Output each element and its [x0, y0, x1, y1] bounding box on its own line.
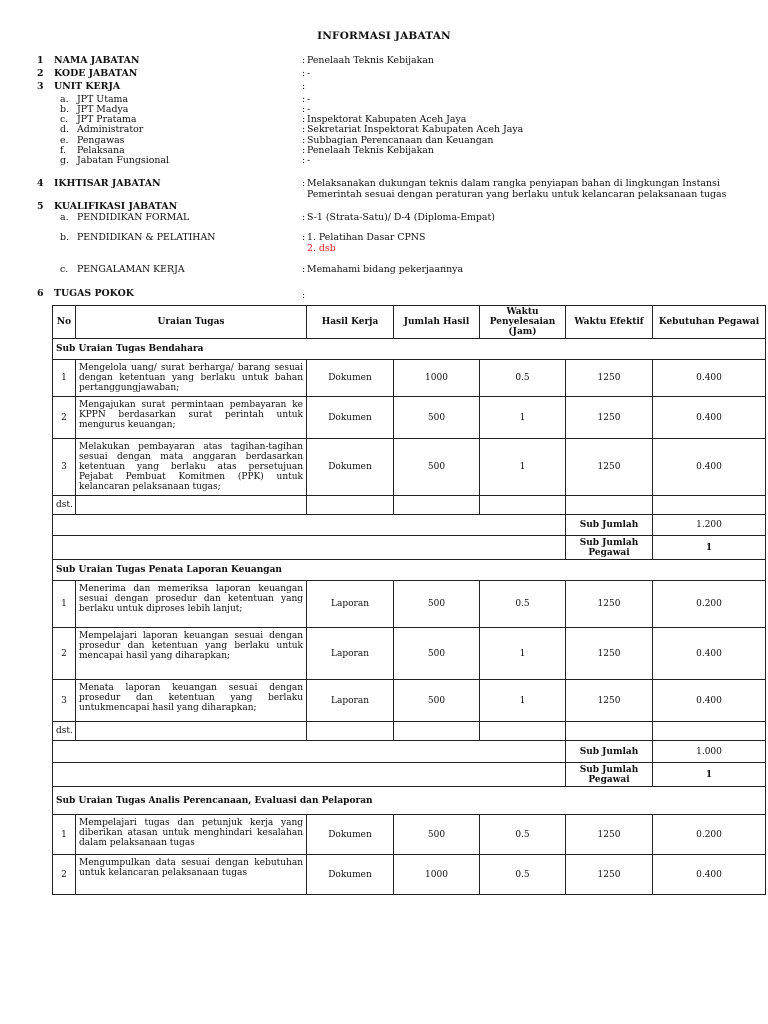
sub-jumlah-pegawai-value: 1: [653, 763, 766, 787]
item-letter: f.: [60, 145, 67, 156]
cell-jumlah: 500: [394, 581, 480, 628]
cell-jumlah: 500: [394, 815, 480, 855]
tugas-table: [52, 305, 766, 895]
cell-uraian: Mengumpulkan data sesuai dengan kebutuhan untuk kelancaran pelaksanaan tugas: [76, 855, 307, 895]
item-label: PENDIDIKAN & PELATIHAN: [77, 232, 216, 243]
cell-jumlah: 500: [394, 397, 480, 439]
section-title: Sub Uraian Tugas Bendahara: [53, 339, 766, 360]
item-letter: a.: [60, 94, 69, 105]
cell-efektif: 1250: [566, 680, 653, 722]
table-row: [53, 581, 766, 628]
cell-jumlah: 1000: [394, 360, 480, 397]
cell-hasil: Dokumen: [307, 397, 394, 439]
cell-no: 2: [53, 855, 76, 895]
field-value-line1: Melaksanakan dukungan teknis dalam rangka penyiapan bahan di lingkungan Instansi: [307, 178, 720, 189]
field-number: 1: [37, 55, 44, 66]
section-title: Sub Uraian Tugas Analis Perencanaan, Evaluasi dan Pelaporan: [53, 787, 766, 815]
item-value: -: [307, 104, 311, 115]
cell-hasil: Dokumen: [307, 815, 394, 855]
field-number: 4: [37, 178, 44, 189]
field-colon: :: [302, 81, 306, 92]
cell-uraian: Menata laporan keuangan sesuai dengan prosedur dan ketentuan yang berlaku untukmencapai hasil yang diharapkan;: [76, 680, 307, 722]
item-value: -: [307, 94, 311, 105]
item-value: S-1 (Strata-Satu)/ D-4 (Diploma-Empat): [307, 212, 495, 223]
cell-hasil: Dokumen: [307, 439, 394, 496]
cell-kebutuhan: 0.400: [653, 680, 766, 722]
item-value: Inspektorat Kabupaten Aceh Jaya: [307, 114, 467, 125]
item-label: Pelaksana: [77, 145, 125, 156]
item-value: Subbagian Perencanaan dan Keuangan: [307, 135, 494, 146]
cell-jumlah: 500: [394, 628, 480, 680]
table-row: [53, 439, 766, 496]
cell-dst: dst.: [53, 722, 76, 741]
item-label: JPT Utama: [77, 94, 129, 105]
page-title: INFORMASI JABATAN: [317, 30, 451, 42]
field-label: KUALIFIKASI JABATAN: [54, 201, 178, 212]
cell-uraian: Menerima dan memeriksa laporan keuangan sesuai dengan prosedur dan ketentuan yang berlaku untuk diproses lebih lanjut;: [76, 581, 307, 628]
item-letter: c.: [60, 264, 69, 275]
cell-jumlah: 1000: [394, 855, 480, 895]
dst-row: [53, 496, 766, 515]
cell-kebutuhan: 0.400: [653, 855, 766, 895]
field-colon: :: [302, 124, 306, 135]
item-letter: a.: [60, 212, 69, 223]
cell-uraian: Melakukan pembayaran atas tagihan-tagihan sesuai dengan mata anggaran berdasarkan ketentuan yang berlaku atas persetujuan Pejabat Pembuat Komitmen (PPK) untuk kelancaran pelaksanaan tugas;: [76, 439, 307, 496]
cell-efektif: 1250: [566, 815, 653, 855]
cell-no: 2: [53, 397, 76, 439]
cell-waktu: 0.5: [480, 855, 566, 895]
cell-waktu: 1: [480, 439, 566, 496]
table-row: [53, 815, 766, 855]
field-value: -: [307, 68, 311, 79]
field-colon: :: [302, 104, 306, 115]
field-label: IKHTISAR JABATAN: [54, 178, 161, 189]
cell-efektif: 1250: [566, 581, 653, 628]
item-value: Sekretariat Inspektorat Kabupaten Aceh Jaya: [307, 124, 524, 135]
section-row: [53, 339, 766, 360]
section-row: [53, 560, 766, 581]
cell-dst: dst.: [53, 496, 76, 515]
cell-uraian: Mengelola uang/ surat berharga/ barang sesuai dengan ketentuan yang berlaku untuk bahan pertanggungjawaban;: [76, 360, 307, 397]
dst-row: [53, 722, 766, 741]
item-label: PENDIDIKAN FORMAL: [77, 212, 190, 223]
item-value: Memahami bidang pekerjaannya: [307, 264, 464, 275]
cell-efektif: 1250: [566, 439, 653, 496]
table-header-row: [53, 306, 766, 339]
cell-no: 1: [53, 581, 76, 628]
header-no: No: [53, 306, 76, 339]
field-colon: :: [302, 114, 306, 125]
field-colon: :: [302, 155, 306, 166]
field-label: KODE JABATAN: [54, 68, 138, 79]
item-letter: b.: [60, 104, 69, 115]
item-value: Penelaah Teknis Kebijakan: [307, 145, 434, 156]
header-waktu-penyelesaian: Waktu Penyelesaian (Jam): [480, 306, 566, 339]
cell-kebutuhan: 0.200: [653, 815, 766, 855]
cell-kebutuhan: 0.400: [653, 439, 766, 496]
field-number: 5: [37, 201, 44, 212]
item-value-2: 2. dsb: [307, 243, 336, 254]
field-number: 3: [37, 81, 44, 92]
cell-waktu: 0.5: [480, 815, 566, 855]
cell-uraian: Mengajukan surat permintaan pembayaran ke KPPN berdasarkan surat perintah untuk mengurus keuangan;: [76, 397, 307, 439]
cell-waktu: 1: [480, 397, 566, 439]
field-value: Penelaah Teknis Kebijakan: [307, 55, 434, 66]
header-waktu-efektif: Waktu Efektif: [566, 306, 653, 339]
header-hasil: Hasil Kerja: [307, 306, 394, 339]
cell-no: 1: [53, 815, 76, 855]
field-colon: :: [302, 212, 306, 223]
cell-efektif: 1250: [566, 855, 653, 895]
item-value: -: [307, 155, 311, 166]
cell-kebutuhan: 0.400: [653, 360, 766, 397]
table-row: [53, 397, 766, 439]
field-label: NAMA JABATAN: [54, 55, 140, 66]
cell-hasil: Laporan: [307, 628, 394, 680]
sub-jumlah-pegawai-label: Sub Jumlah Pegawai: [566, 763, 653, 787]
field-label: TUGAS POKOK: [54, 288, 134, 299]
header-kebutuhan: Kebutuhan Pegawai: [653, 306, 766, 339]
cell-waktu: 0.5: [480, 581, 566, 628]
item-label: Pengawas: [77, 135, 125, 146]
cell-hasil: Laporan: [307, 581, 394, 628]
field-number: 2: [37, 68, 44, 79]
header-jumlah: Jumlah Hasil: [394, 306, 480, 339]
cell-uraian: Mempelajari tugas dan petunjuk kerja yang diberikan atasan untuk menghindari kesalahan dalam pelaksanaan tugas: [76, 815, 307, 855]
item-label: Jabatan Fungsional: [77, 155, 169, 166]
sub-jumlah-row: [53, 741, 766, 763]
sub-jumlah-row: [53, 515, 766, 536]
header-uraian: Uraian Tugas: [76, 306, 307, 339]
item-letter: d.: [60, 124, 69, 135]
field-colon: :: [302, 290, 306, 301]
cell-hasil: Dokumen: [307, 360, 394, 397]
field-number: 6: [37, 288, 44, 299]
cell-no: 2: [53, 628, 76, 680]
sub-jumlah-label: Sub Jumlah: [566, 515, 653, 536]
item-letter: b.: [60, 232, 69, 243]
cell-no: 1: [53, 360, 76, 397]
field-colon: :: [302, 264, 306, 275]
table-row: [53, 360, 766, 397]
cell-kebutuhan: 0.200: [653, 581, 766, 628]
cell-waktu: 0.5: [480, 360, 566, 397]
sub-jumlah-pegawai-label: Sub Jumlah Pegawai: [566, 536, 653, 560]
section-title: Sub Uraian Tugas Penata Laporan Keuangan: [53, 560, 766, 581]
sub-jumlah-pegawai-value: 1: [653, 536, 766, 560]
cell-waktu: 1: [480, 680, 566, 722]
cell-no: 3: [53, 439, 76, 496]
field-label: UNIT KERJA: [54, 81, 121, 92]
field-colon: :: [302, 178, 306, 189]
item-letter: e.: [60, 135, 69, 146]
field-value-line2: Pemerintah sesuai dengan peraturan yang berlaku untuk kelancaran pelaksanaan tugas: [307, 189, 727, 200]
field-colon: :: [302, 232, 306, 243]
field-colon: :: [302, 94, 306, 105]
item-letter: c.: [60, 114, 69, 125]
cell-kebutuhan: 0.400: [653, 397, 766, 439]
cell-jumlah: 500: [394, 439, 480, 496]
cell-hasil: Dokumen: [307, 855, 394, 895]
sub-jumlah-pegawai-row: [53, 536, 766, 560]
field-colon: :: [302, 145, 306, 156]
table-row: [53, 628, 766, 680]
cell-efektif: 1250: [566, 360, 653, 397]
section-row: [53, 787, 766, 815]
field-colon: :: [302, 135, 306, 146]
cell-hasil: Laporan: [307, 680, 394, 722]
sub-jumlah-pegawai-row: [53, 763, 766, 787]
sub-jumlah-label: Sub Jumlah: [566, 741, 653, 763]
item-label: Administrator: [77, 124, 144, 135]
cell-efektif: 1250: [566, 397, 653, 439]
cell-jumlah: 500: [394, 680, 480, 722]
item-letter: g.: [60, 155, 69, 166]
table-row: [53, 855, 766, 895]
item-label: PENGALAMAN KERJA: [77, 264, 185, 275]
item-value: 1. Pelatihan Dasar CPNS: [307, 232, 426, 243]
item-label: JPT Madya: [77, 104, 129, 115]
sub-jumlah-value: 1.000: [653, 741, 766, 763]
table-row: [53, 680, 766, 722]
field-colon: :: [302, 55, 306, 66]
cell-waktu: 1: [480, 628, 566, 680]
sub-jumlah-value: 1.200: [653, 515, 766, 536]
field-colon: :: [302, 68, 306, 79]
item-label: JPT Pratama: [77, 114, 137, 125]
cell-efektif: 1250: [566, 628, 653, 680]
cell-uraian: Mempelajari laporan keuangan sesuai dengan prosedur dan ketentuan yang berlaku untuk mencapai hasil yang diharapkan;: [76, 628, 307, 680]
cell-no: 3: [53, 680, 76, 722]
cell-kebutuhan: 0.400: [653, 628, 766, 680]
